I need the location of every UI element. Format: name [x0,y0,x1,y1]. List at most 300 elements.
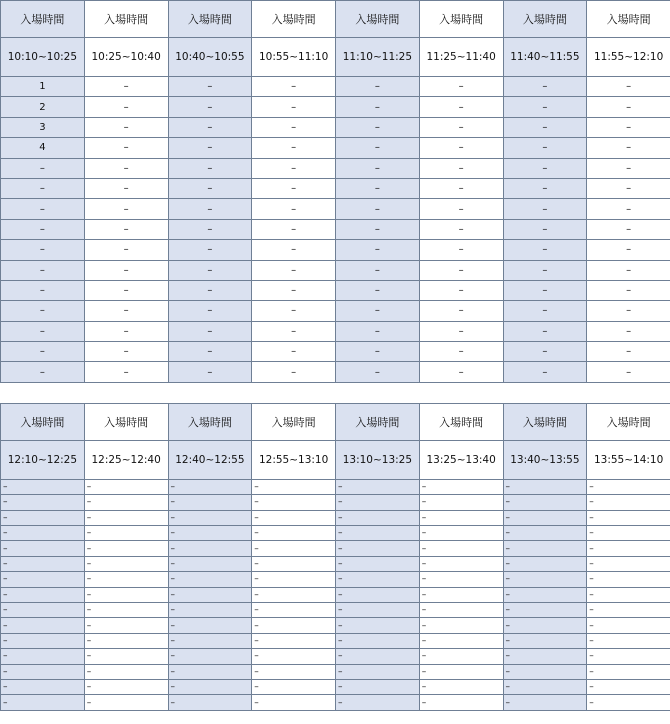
table-cell[interactable]: – [336,695,420,710]
time-slot-cell[interactable]: 13:10~13:25 [336,440,420,479]
time-slot-cell[interactable]: 11:40~11:55 [503,38,587,77]
table-cell[interactable]: – [503,77,587,97]
table-cell[interactable]: – [252,321,336,341]
table-cell[interactable]: – [168,117,252,137]
time-slot-cell[interactable]: 12:10~12:25 [1,440,85,479]
table-cell[interactable]: – [419,556,503,571]
entry-time-label-cell[interactable]: 入場時間 [419,403,503,440]
table-cell[interactable]: – [84,526,168,541]
table-cell[interactable]: – [503,117,587,137]
table-cell[interactable]: – [336,664,420,679]
table-cell[interactable]: – [168,301,252,321]
table-cell[interactable]: – [336,541,420,556]
table-row [1,572,670,587]
table-cell[interactable]: – [419,97,503,117]
table-cell[interactable]: – [252,158,336,178]
table-cell[interactable]: – [503,479,587,494]
table-cell[interactable]: – [419,158,503,178]
table-cell[interactable]: – [336,572,420,587]
table-cell[interactable]: – [336,117,420,137]
table-cell[interactable]: – [336,260,420,280]
time-slot-row [1,440,670,479]
table-cell[interactable]: – [84,679,168,694]
table-cell[interactable]: – [336,587,420,602]
table-cell[interactable]: – [419,219,503,239]
table-cell[interactable]: – [168,633,252,648]
table-cell[interactable]: – [84,362,168,382]
table-cell[interactable]: – [336,362,420,382]
table-cell[interactable]: – [419,301,503,321]
entry-time-label-cell[interactable]: 入場時間 [336,1,420,38]
table-cell[interactable]: – [84,695,168,710]
table-cell[interactable]: – [587,240,670,260]
table-cell[interactable]: – [252,633,336,648]
table-cell[interactable]: – [419,618,503,633]
table-row [1,541,670,556]
table-row [1,219,670,239]
table-cell[interactable]: – [336,199,420,219]
table-cell[interactable]: – [84,280,168,300]
table-cell[interactable]: – [336,495,420,510]
table-row [1,301,670,321]
table-cell[interactable]: – [503,219,587,239]
entry-time-label-cell[interactable]: 入場時間 [168,1,252,38]
table-cell[interactable]: – [1,633,85,648]
entry-time-label-cell[interactable]: 入場時間 [419,1,503,38]
table-row [1,178,670,198]
table-cell[interactable]: – [503,679,587,694]
table-cell[interactable]: – [168,526,252,541]
table-cell[interactable]: – [1,321,85,341]
table-cell[interactable]: – [587,301,670,321]
table-cell[interactable]: – [419,679,503,694]
table-cell[interactable]: – [503,301,587,321]
entry-time-label-cell[interactable]: 入場時間 [252,403,336,440]
table-cell[interactable]: – [168,664,252,679]
table-cell[interactable]: – [503,618,587,633]
table-row [1,495,670,510]
table-cell[interactable]: – [252,602,336,617]
table-cell[interactable]: – [1,301,85,321]
table-cell[interactable]: – [587,117,670,137]
table-cell[interactable]: – [587,587,670,602]
table-cell[interactable]: – [587,495,670,510]
table-cell[interactable]: – [419,342,503,362]
table-cell[interactable]: – [336,240,420,260]
table-row [1,479,670,494]
table-cell[interactable]: – [168,556,252,571]
table-cell[interactable]: – [1,618,85,633]
table-cell[interactable]: – [419,260,503,280]
table-cell[interactable]: – [419,321,503,341]
table-cell[interactable]: – [168,342,252,362]
table-cell[interactable]: – [168,138,252,158]
table-cell[interactable]: – [168,260,252,280]
entry-time-label-cell[interactable]: 入場時間 [1,1,85,38]
table-cell[interactable]: – [336,633,420,648]
table-cell[interactable]: – [419,479,503,494]
table-cell[interactable]: 4 [1,138,85,158]
table-cell[interactable]: – [252,679,336,694]
table-cell[interactable]: – [252,178,336,198]
table-cell[interactable]: – [1,556,85,571]
table-cell[interactable]: – [168,679,252,694]
table-cell[interactable]: – [84,342,168,362]
table-cell[interactable]: – [587,618,670,633]
table-cell[interactable]: – [503,178,587,198]
table-cell[interactable]: – [84,199,168,219]
table-cell[interactable]: – [503,280,587,300]
table-cell[interactable]: – [419,510,503,525]
table-cell[interactable]: – [336,649,420,664]
table-row [1,280,670,300]
table-cell[interactable]: – [168,362,252,382]
table-cell[interactable]: – [84,541,168,556]
table-row [1,664,670,679]
table-cell[interactable]: – [168,495,252,510]
entry-time-label-cell[interactable]: 入場時間 [503,403,587,440]
time-slot-cell[interactable]: 12:55~13:10 [252,440,336,479]
header-label-row [1,1,670,38]
table-cell[interactable]: – [84,117,168,137]
table-cell[interactable]: – [503,138,587,158]
table-cell[interactable]: – [336,679,420,694]
table-cell[interactable]: – [168,649,252,664]
table-cell[interactable]: – [503,649,587,664]
table-cell[interactable]: – [419,526,503,541]
table-cell[interactable]: – [168,178,252,198]
table-cell[interactable]: – [252,280,336,300]
table-cell[interactable]: – [252,260,336,280]
table-cell[interactable]: – [503,587,587,602]
table-cell[interactable]: – [587,199,670,219]
table-cell[interactable]: – [503,97,587,117]
table-cell[interactable]: – [336,219,420,239]
table-row [1,117,670,137]
table-cell[interactable]: – [84,556,168,571]
table-cell[interactable]: – [587,321,670,341]
table-row [1,97,670,117]
table-cell[interactable]: – [336,510,420,525]
table-row [1,556,670,571]
table-cell[interactable]: – [168,587,252,602]
entry-time-label-cell[interactable]: 入場時間 [1,403,85,440]
table-cell[interactable]: – [419,664,503,679]
table-cell[interactable]: – [252,342,336,362]
table-cell[interactable]: – [168,695,252,710]
time-slot-cell[interactable]: 13:40~13:55 [503,440,587,479]
table-cell[interactable]: – [84,649,168,664]
table-cell[interactable]: – [84,158,168,178]
table-cell[interactable]: – [84,602,168,617]
header-label-row [1,403,670,440]
table-cell[interactable]: – [1,602,85,617]
table-cell[interactable]: – [1,199,85,219]
table-cell[interactable]: – [587,526,670,541]
table-cell[interactable]: – [419,117,503,137]
table-cell[interactable]: – [1,510,85,525]
table-row [1,362,670,382]
table-cell[interactable]: – [587,280,670,300]
table-cell[interactable]: – [503,495,587,510]
table-cell[interactable]: – [84,97,168,117]
table-cell[interactable]: – [84,495,168,510]
table-cell[interactable]: – [1,260,85,280]
table-cell[interactable]: – [252,695,336,710]
table-cell[interactable]: – [252,618,336,633]
table-cell[interactable]: 2 [1,97,85,117]
table-cell[interactable]: – [503,240,587,260]
table-cell[interactable]: – [168,219,252,239]
table-cell[interactable]: – [587,602,670,617]
table-cell[interactable]: – [587,342,670,362]
table-cell[interactable]: – [84,301,168,321]
table-cell[interactable]: – [168,77,252,97]
table-cell[interactable]: – [587,479,670,494]
table-cell[interactable]: – [419,541,503,556]
table-cell[interactable]: – [419,280,503,300]
table-cell[interactable]: – [336,602,420,617]
table-cell[interactable]: – [252,649,336,664]
time-slot-cell[interactable]: 11:10~11:25 [336,38,420,77]
table-cell[interactable]: – [419,633,503,648]
table-cell[interactable]: – [84,321,168,341]
table-cell[interactable]: – [1,178,85,198]
entry-time-label-cell[interactable]: 入場時間 [168,403,252,440]
table-cell[interactable]: – [1,479,85,494]
table-cell[interactable]: – [503,633,587,648]
table-cell[interactable]: – [587,510,670,525]
table-cell[interactable]: – [1,695,85,710]
table-cell[interactable]: – [336,138,420,158]
table-cell[interactable]: – [587,219,670,239]
table-cell[interactable]: – [587,649,670,664]
table-cell[interactable]: – [84,587,168,602]
table-cell[interactable]: – [587,541,670,556]
table-cell[interactable]: – [168,240,252,260]
table-row [1,602,670,617]
time-slot-cell[interactable]: 13:25~13:40 [419,440,503,479]
table-cell[interactable]: – [84,138,168,158]
table-cell[interactable]: – [252,526,336,541]
table-row [1,199,670,219]
table-cell[interactable]: – [84,633,168,648]
time-slot-cell[interactable]: 10:10~10:25 [1,38,85,77]
table-cell[interactable]: – [503,695,587,710]
table-cell[interactable]: – [419,362,503,382]
table-cell[interactable]: – [84,219,168,239]
entry-time-label-cell[interactable]: 入場時間 [336,403,420,440]
table-cell[interactable]: – [168,280,252,300]
table-cell[interactable]: – [252,117,336,137]
table-cell[interactable]: – [252,556,336,571]
table-cell[interactable]: – [503,541,587,556]
table-cell[interactable]: – [1,679,85,694]
table-cell[interactable]: – [419,178,503,198]
table-cell[interactable]: – [252,138,336,158]
table-cell[interactable]: – [419,649,503,664]
time-slot-cell[interactable]: 10:25~10:40 [84,38,168,77]
table-cell[interactable]: – [84,479,168,494]
table-cell[interactable]: – [168,510,252,525]
table-cell[interactable]: – [252,664,336,679]
table-cell[interactable]: – [1,572,85,587]
table-cell[interactable]: – [1,664,85,679]
table-cell[interactable]: – [252,572,336,587]
table-cell[interactable]: – [336,280,420,300]
table-cell[interactable]: – [587,572,670,587]
table-cell[interactable]: – [336,556,420,571]
table-cell[interactable]: – [336,479,420,494]
table-cell[interactable]: 1 [1,77,85,97]
table-cell[interactable]: – [1,587,85,602]
table-cell[interactable]: – [168,479,252,494]
table-cell[interactable]: – [1,495,85,510]
table-cell[interactable]: – [419,495,503,510]
table-cell[interactable]: – [1,526,85,541]
entry-time-label-cell[interactable]: 入場時間 [587,1,670,38]
table-cell[interactable]: – [587,633,670,648]
entry-time-label-cell[interactable]: 入場時間 [503,1,587,38]
table-cell[interactable]: – [336,77,420,97]
table-cell[interactable]: – [503,664,587,679]
table-cell[interactable]: – [503,158,587,178]
table-cell[interactable]: – [1,158,85,178]
table-row [1,240,670,260]
table-cell[interactable]: – [419,138,503,158]
table-row [1,633,670,648]
table-cell[interactable]: – [587,260,670,280]
table-cell[interactable]: – [252,301,336,321]
table-cell[interactable]: – [252,495,336,510]
table-cell[interactable]: – [252,479,336,494]
table-cell[interactable]: – [168,158,252,178]
table-cell[interactable]: – [84,618,168,633]
table-cell[interactable]: – [168,602,252,617]
table-cell[interactable]: – [1,240,85,260]
table-cell[interactable]: – [587,158,670,178]
table-cell[interactable]: – [1,280,85,300]
table-cell[interactable]: – [252,199,336,219]
entry-time-table-afternoon [0,403,670,711]
table-cell[interactable]: – [84,664,168,679]
table-cell[interactable]: – [84,77,168,97]
table-cell[interactable]: – [587,695,670,710]
table-row [1,158,670,178]
time-slot-cell[interactable]: 12:25~12:40 [84,440,168,479]
table-cell[interactable]: – [168,618,252,633]
table-cell[interactable]: – [168,321,252,341]
table-cell[interactable]: – [419,77,503,97]
table-cell[interactable]: – [419,695,503,710]
table-cell[interactable]: – [587,178,670,198]
table-cell[interactable]: – [503,199,587,219]
time-slot-cell[interactable]: 11:55~12:10 [587,38,670,77]
table-cell[interactable]: – [1,541,85,556]
table-cell[interactable]: – [252,240,336,260]
table-cell[interactable]: – [587,97,670,117]
table-cell[interactable]: – [252,362,336,382]
table-cell[interactable]: – [503,260,587,280]
table-cell[interactable]: – [84,178,168,198]
table-cell[interactable]: – [503,510,587,525]
time-slot-cell[interactable]: 13:55~14:10 [587,440,670,479]
table-cell[interactable]: – [252,587,336,602]
table-cell[interactable]: – [336,526,420,541]
table-cell[interactable]: – [168,199,252,219]
table-cell[interactable]: – [84,260,168,280]
entry-time-label-cell[interactable]: 入場時間 [587,403,670,440]
table-cell[interactable]: – [252,541,336,556]
table-cell[interactable]: – [419,602,503,617]
table-cell[interactable]: – [252,510,336,525]
table-cell[interactable]: – [419,572,503,587]
table-row [1,649,670,664]
table-cell[interactable]: – [1,219,85,239]
time-slot-row [1,38,670,77]
table-cell[interactable]: – [336,97,420,117]
table-cell[interactable]: – [336,158,420,178]
table-cell[interactable]: – [84,510,168,525]
table-cell[interactable]: – [1,362,85,382]
table-row [1,342,670,362]
table-cell[interactable]: – [84,572,168,587]
time-slot-cell[interactable]: 10:40~10:55 [168,38,252,77]
table-row [1,77,670,97]
table-row [1,510,670,525]
table-cell[interactable]: – [503,602,587,617]
table-cell[interactable]: – [336,321,420,341]
entry-time-label-cell[interactable]: 入場時間 [84,403,168,440]
table-cell[interactable]: – [336,618,420,633]
table-cell[interactable]: – [252,97,336,117]
table-cell[interactable]: – [168,97,252,117]
table-cell[interactable]: – [336,301,420,321]
table-cell[interactable]: – [587,77,670,97]
table-cell[interactable]: – [336,178,420,198]
table-cell[interactable]: – [419,199,503,219]
table-cell[interactable]: – [336,342,420,362]
table-cell[interactable]: – [503,572,587,587]
table-cell[interactable]: – [503,556,587,571]
table-cell[interactable]: – [503,342,587,362]
table-cell[interactable]: – [587,138,670,158]
table-cell[interactable]: – [503,362,587,382]
entry-time-label-cell[interactable]: 入場時間 [84,1,168,38]
table-cell[interactable]: – [419,587,503,602]
table-cell[interactable]: – [84,240,168,260]
table-cell[interactable]: – [252,77,336,97]
table-cell[interactable]: – [587,556,670,571]
time-slot-cell[interactable]: 12:40~12:55 [168,440,252,479]
table-cell[interactable]: – [587,362,670,382]
table-cell[interactable]: – [587,679,670,694]
entry-time-label-cell[interactable]: 入場時間 [252,1,336,38]
table-cell[interactable]: 3 [1,117,85,137]
table-cell[interactable]: – [587,664,670,679]
time-slot-cell[interactable]: 11:25~11:40 [419,38,503,77]
table-cell[interactable]: – [168,541,252,556]
table-cell[interactable]: – [252,219,336,239]
table-row [1,321,670,341]
table-cell[interactable]: – [168,572,252,587]
table-cell[interactable]: – [503,321,587,341]
time-slot-cell[interactable]: 10:55~11:10 [252,38,336,77]
table-cell[interactable]: – [419,240,503,260]
table-cell[interactable]: – [503,526,587,541]
table-cell[interactable]: – [1,342,85,362]
table-cell[interactable]: – [1,649,85,664]
